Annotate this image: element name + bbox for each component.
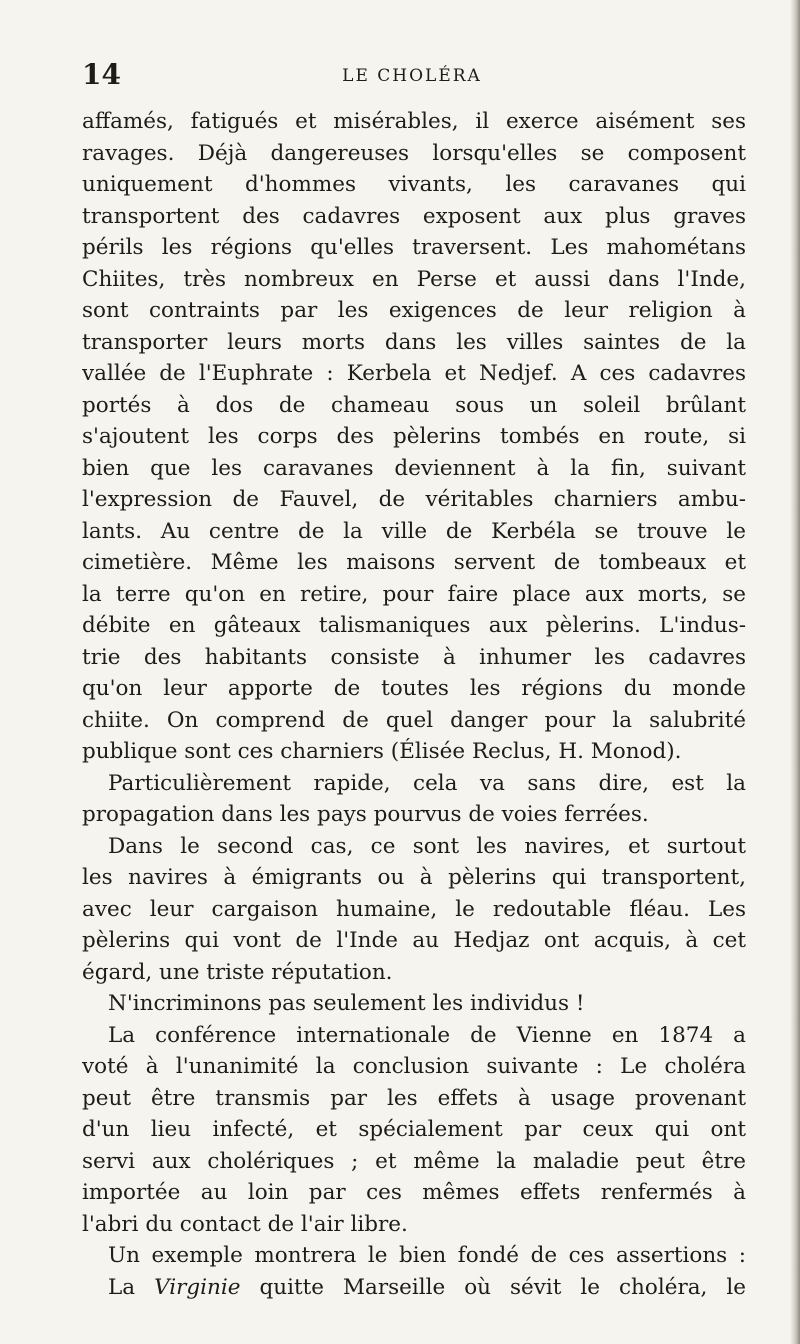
text-line: sont contraints par les exigences de leur religion à: [82, 298, 746, 323]
page-number: 14: [82, 58, 121, 91]
text-line: cimetière. Même les maisons servent de tombeaux et: [82, 550, 746, 575]
body-text: [82, 106, 746, 1303]
running-title: LE CHOLÉRA: [342, 66, 482, 86]
text-line: les navires à émigrants ou à pèlerins qui transportent,: [82, 865, 746, 890]
text-line: Chiites, très nombreux en Perse et aussi dans l'Inde,: [82, 266, 746, 292]
text-fragment: quitte Marseille où sévit le choléra, le: [259, 1274, 746, 1300]
text-line: périls les régions qu'elles traversent. Les mahométans: [82, 235, 746, 260]
text-line: d'un lieu infecté, et spécialement par ceux qui ont: [82, 1117, 746, 1142]
text-line: Un exemple montrera le bien fondé de ces assertions :: [108, 1243, 746, 1268]
text-line: voté à l'unanimité la conclusion suivante : Le choléra: [82, 1054, 746, 1079]
text-line: pèlerins qui vont de l'Inde au Hedjaz ont acquis, à cet: [82, 928, 746, 953]
text-line: l'expression de Fauvel, de véritables charniers ambu-: [82, 487, 746, 512]
text-line: peut être transmis par les effets à usage provenant: [82, 1085, 746, 1111]
text-line: importée au loin par ces mêmes effets renfermés à: [82, 1180, 746, 1205]
text-line: uniquement d'hommes vivants, les caravanes qui: [82, 172, 746, 197]
text-fragment: La: [108, 1274, 136, 1300]
text-line: trie des habitants consiste à inhumer les cadavres: [82, 644, 746, 670]
text-line: ravages. Déjà dangereuses lorsqu'elles se composent: [82, 140, 746, 166]
text-line: vallée de l'Euphrate : Kerbela et Nedjef. A ces cadavres: [82, 361, 746, 386]
text-line: N'incriminons pas seulement les individus !: [108, 991, 585, 1016]
text-line: portés à dos de chameau sous un soleil brûlant: [82, 392, 746, 418]
text-line: La conférence internationale de Vienne en 1874 a: [108, 1022, 746, 1048]
ship-name-italic: Virginie: [154, 1274, 241, 1300]
text-line: s'ajoutent les corps des pèlerins tombés en route, si: [82, 424, 746, 449]
text-line: lants. Au centre de la ville de Kerbéla se trouve le: [82, 518, 746, 544]
text-line: affamés, fatigués et misérables, il exerce aisément ses: [82, 109, 746, 134]
text-line: Dans le second cas, ce sont les navires, et surtout: [108, 833, 746, 859]
text-line: qu'on leur apporte de toutes les régions du monde: [82, 676, 746, 701]
text-line: propagation dans les pays pourvus de voies ferrées.: [82, 802, 649, 827]
text-line: égard, une triste réputation.: [82, 959, 393, 985]
text-line: transporter leurs morts dans les villes saintes de la: [82, 329, 746, 355]
text-line: publique sont ces charniers (Élisée Reclus, H. Monod).: [82, 739, 682, 764]
page-edge-shadow: [790, 0, 800, 1344]
text-line: bien que les caravanes deviennent à la fin, suivant: [82, 455, 746, 481]
text-line: servi aux cholériques ; et même la maladie peut être: [82, 1148, 746, 1174]
text-line: la terre qu'on en retire, pour faire place aux morts, se: [82, 581, 746, 607]
text-line-final: [82, 1272, 746, 1304]
page-header: [82, 58, 742, 98]
text-line: l'abri du contact de l'air libre.: [82, 1211, 408, 1237]
text-line: transportent des cadavres exposent aux plus graves: [82, 203, 746, 229]
text-line: débite en gâteaux talismaniques aux pèlerins. L'indus-: [82, 613, 746, 638]
text-line: avec leur cargaison humaine, le redoutable fléau. Les: [82, 896, 746, 922]
text-line: chiite. On comprend de quel danger pour la salubrité: [82, 707, 746, 733]
text-line: Particulièrement rapide, cela va sans dire, est la: [108, 770, 746, 796]
